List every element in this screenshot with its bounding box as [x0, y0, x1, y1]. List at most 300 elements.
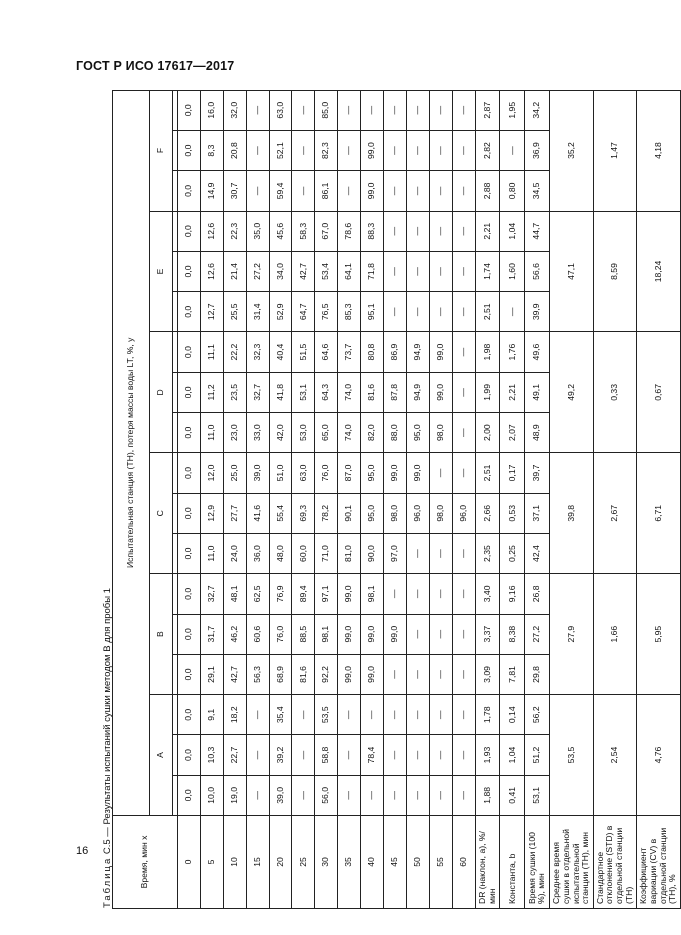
table-cell: 81,6 [361, 372, 384, 412]
table-cell: 1,99 [475, 372, 500, 412]
row-label: 20 [269, 816, 292, 909]
table-cell: 2,51 [475, 292, 500, 332]
table-cell: 53,5 [315, 695, 338, 735]
table-cell: 99,0 [338, 654, 361, 694]
table-cell: 0,0 [178, 130, 201, 170]
table-cell: 89,4 [292, 574, 315, 614]
table-cell: — [246, 735, 269, 775]
table-cell: — [452, 130, 475, 170]
table-cell: 99,0 [406, 453, 429, 493]
table-cell: 18,2 [223, 695, 246, 735]
table-cell: 27,2 [246, 251, 269, 291]
table-cell: 42,0 [269, 413, 292, 453]
table-cell: — [406, 171, 429, 211]
table-cell: — [429, 90, 452, 130]
table-cell: — [406, 130, 429, 170]
table-cell: 1,76 [500, 332, 525, 372]
table-cell: 0,0 [178, 292, 201, 332]
table-cell: 81,0 [338, 533, 361, 573]
table-cell: 80,8 [361, 332, 384, 372]
table-cell: 56,6 [525, 251, 550, 291]
table-cell: 1,60 [500, 251, 525, 291]
table-cell: 53,0 [292, 413, 315, 453]
table-cell: 98,1 [315, 614, 338, 654]
summary-cell: 0,67 [637, 332, 681, 453]
table-cell: 56,0 [315, 775, 338, 815]
row-label: 25 [292, 816, 315, 909]
table-cell: — [246, 130, 269, 170]
table-cell: — [429, 251, 452, 291]
table-cell: — [292, 775, 315, 815]
table-cell: — [452, 171, 475, 211]
station-header-d: D [150, 332, 173, 453]
table-cell: — [406, 574, 429, 614]
table-cell: 44,7 [525, 211, 550, 251]
table-cell: 42,4 [525, 533, 550, 573]
table-cell: — [406, 735, 429, 775]
table-cell: — [384, 251, 407, 291]
table-cell: 0,41 [500, 775, 525, 815]
table-cell: — [429, 130, 452, 170]
table-cell: 99,0 [361, 171, 384, 211]
table-cell: 9,1 [200, 695, 223, 735]
row-label: DR (наклон, a), %/мин [475, 816, 500, 909]
table-row [246, 90, 269, 908]
table-cell: 97,1 [315, 574, 338, 614]
table-cell: 49,6 [525, 332, 550, 372]
table-cell: 1,88 [475, 775, 500, 815]
table-cell: 71,8 [361, 251, 384, 291]
table-cell: 0,0 [178, 332, 201, 372]
row-label: 55 [429, 816, 452, 909]
table-cell: 99,0 [361, 654, 384, 694]
table-cell: 86,9 [384, 332, 407, 372]
table-cell: 68,9 [269, 654, 292, 694]
table-cell: 51,2 [525, 735, 550, 775]
table-cell: 0,0 [178, 251, 201, 291]
table-cell: 37,1 [525, 493, 550, 533]
table-cell: 60,0 [292, 533, 315, 573]
table-cell: 31,7 [200, 614, 223, 654]
table-cell: 31,4 [246, 292, 269, 332]
summary-cell: 27,9 [550, 574, 594, 695]
table-cell: — [452, 574, 475, 614]
table-row [315, 90, 338, 908]
table-cell: 0,80 [500, 171, 525, 211]
table-cell: — [429, 775, 452, 815]
table-cell: 0,0 [178, 171, 201, 211]
table-cell: 58,8 [315, 735, 338, 775]
table-cell: 67,0 [315, 211, 338, 251]
table-row [475, 90, 500, 908]
table-cell: 88,5 [292, 614, 315, 654]
table-cell: 56,3 [246, 654, 269, 694]
table-cell: — [452, 332, 475, 372]
corner-header: Время, мин х [113, 816, 178, 909]
table-cell: 25,0 [223, 453, 246, 493]
table-cell: 11,0 [200, 533, 223, 573]
table-cell: 32,0 [223, 90, 246, 130]
table-row [500, 90, 525, 908]
row-label: 50 [406, 816, 429, 909]
station-header-e: E [150, 211, 173, 332]
table-cell: 2,21 [500, 372, 525, 412]
table-cell: 95,1 [361, 292, 384, 332]
table-cell: — [429, 453, 452, 493]
table-row [223, 90, 246, 908]
table-cell: — [338, 735, 361, 775]
row-label: 15 [246, 816, 269, 909]
table-cell: 30,7 [223, 171, 246, 211]
table-cell: 65,0 [315, 413, 338, 453]
table-cell: 0,14 [500, 695, 525, 735]
table-cell: 33,0 [246, 413, 269, 453]
table-cell: — [429, 654, 452, 694]
table-cell: 63,0 [292, 453, 315, 493]
table-cell: 2,87 [475, 90, 500, 130]
table-cell: 98,0 [429, 413, 452, 453]
table-cell: 98,0 [429, 493, 452, 533]
table-cell: — [429, 614, 452, 654]
table-cell: 11,0 [200, 413, 223, 453]
table-cell: — [246, 171, 269, 211]
table-cell: — [338, 695, 361, 735]
table-row [525, 90, 550, 908]
table-cell: 12,6 [200, 211, 223, 251]
table-cell: — [246, 775, 269, 815]
table-cell: 90,0 [361, 533, 384, 573]
table-cell: — [500, 130, 525, 170]
row-label: 45 [384, 816, 407, 909]
table-cell: 2,88 [475, 171, 500, 211]
summary-cell: 18,24 [637, 211, 681, 332]
table-cell: 0,0 [178, 775, 201, 815]
table-cell: 71,0 [315, 533, 338, 573]
table-cell: — [452, 372, 475, 412]
table-cell: 35,0 [246, 211, 269, 251]
table-cell: — [292, 695, 315, 735]
table-cell: — [384, 90, 407, 130]
table-cell: — [406, 695, 429, 735]
table-cell: 2,07 [500, 413, 525, 453]
table-cell: 63,0 [269, 90, 292, 130]
table-cell: 11,2 [200, 372, 223, 412]
summary-cell: 53,5 [550, 695, 594, 816]
table-row [269, 90, 292, 908]
row-label: 5 [200, 816, 223, 909]
table-cell: 0,0 [178, 90, 201, 130]
table-cell: 51,5 [292, 332, 315, 372]
table-cell: 95,0 [361, 493, 384, 533]
table-cell: 86,1 [315, 171, 338, 211]
table-cell: 74,0 [338, 413, 361, 453]
table-cell: 98,1 [361, 574, 384, 614]
table-cell: 48,9 [525, 413, 550, 453]
table-cell: 0,25 [500, 533, 525, 573]
table-cell: 2,00 [475, 413, 500, 453]
table-cell: 76,9 [269, 574, 292, 614]
table-body [178, 90, 681, 908]
table-cell: 45,6 [269, 211, 292, 251]
table-cell: — [406, 211, 429, 251]
table-cell: 88,0 [384, 413, 407, 453]
table-cell: 39,9 [525, 292, 550, 332]
table-cell: — [384, 574, 407, 614]
table-cell: — [338, 90, 361, 130]
table-row [292, 90, 315, 908]
table-cell: 53,1 [525, 775, 550, 815]
table-cell: 12,7 [200, 292, 223, 332]
table-cell: 48,1 [223, 574, 246, 614]
table-cell: 51,0 [269, 453, 292, 493]
table-cell: 27,2 [525, 614, 550, 654]
table-cell: 0,53 [500, 493, 525, 533]
table-cell: 22,7 [223, 735, 246, 775]
table-cell: — [292, 735, 315, 775]
table-cell: 99,0 [384, 614, 407, 654]
table-cell: 78,4 [361, 735, 384, 775]
table-cell: 1,98 [475, 332, 500, 372]
table-cell: — [429, 735, 452, 775]
table-row [406, 90, 429, 908]
table-cell: 2,82 [475, 130, 500, 170]
table-cell: — [384, 292, 407, 332]
table-cell: 0,0 [178, 695, 201, 735]
table-cell: 24,0 [223, 533, 246, 573]
table-cell: 22,2 [223, 332, 246, 372]
table-cell: — [452, 292, 475, 332]
table-cell: 97,0 [384, 533, 407, 573]
table-cell: 52,1 [269, 130, 292, 170]
summary-cell: 5,95 [637, 574, 681, 695]
table-cell: 0,0 [178, 654, 201, 694]
table-cell: 96,0 [452, 493, 475, 533]
table-cell: 39,7 [525, 453, 550, 493]
summary-row [637, 90, 681, 908]
table-cell: 34,2 [525, 90, 550, 130]
table-cell: 99,0 [361, 130, 384, 170]
table-cell: 19,0 [223, 775, 246, 815]
table-cell: 9,16 [500, 574, 525, 614]
table-cell: 0,0 [178, 735, 201, 775]
table-cell: 99,0 [429, 372, 452, 412]
table-cell: — [429, 533, 452, 573]
table-cell: 23,5 [223, 372, 246, 412]
table-cell: — [406, 533, 429, 573]
table-cell: 1,74 [475, 251, 500, 291]
table-cell: — [406, 654, 429, 694]
table-cell: 52,9 [269, 292, 292, 332]
table-cell: 40,4 [269, 332, 292, 372]
table-cell: 32,7 [200, 574, 223, 614]
table-cell: — [384, 130, 407, 170]
table-cell: 10,3 [200, 735, 223, 775]
summary-cell: 2,54 [593, 695, 637, 816]
table-cell: — [406, 251, 429, 291]
table-cell: — [429, 211, 452, 251]
table-cell: 12,0 [200, 453, 223, 493]
station-header-c: C [150, 453, 173, 574]
table-cell: — [384, 654, 407, 694]
table-cell: 0,17 [500, 453, 525, 493]
table-cell: 76,0 [315, 453, 338, 493]
summary-row [550, 90, 594, 908]
row-label: 60 [452, 816, 475, 909]
table-cell: 3,40 [475, 574, 500, 614]
table-cell: 32,3 [246, 332, 269, 372]
table-cell: 46,2 [223, 614, 246, 654]
table-cell: 0,0 [178, 413, 201, 453]
table-cell: — [406, 90, 429, 130]
table-cell: 12,6 [200, 251, 223, 291]
table-cell: 14,9 [200, 171, 223, 211]
table-cell: 95,0 [406, 413, 429, 453]
table-cell: — [452, 453, 475, 493]
table-cell: — [406, 614, 429, 654]
table-cell: 1,78 [475, 695, 500, 735]
table-cell: 53,4 [315, 251, 338, 291]
table-cell: 42,7 [292, 251, 315, 291]
table-cell: — [429, 292, 452, 332]
table-cell: — [292, 90, 315, 130]
table-cell: 22,3 [223, 211, 246, 251]
table-cell: 11,1 [200, 332, 223, 372]
table-cell: 64,3 [315, 372, 338, 412]
table-cell: — [384, 695, 407, 735]
row-label: 30 [315, 816, 338, 909]
table-cell: — [384, 735, 407, 775]
summary-cell: 35,2 [550, 90, 594, 211]
table-cell: — [246, 695, 269, 735]
table-cell: 56,2 [525, 695, 550, 735]
table-cell: — [406, 775, 429, 815]
table-cell: 32,7 [246, 372, 269, 412]
document-header: ГОСТ Р ИСО 17617—2017 [76, 59, 235, 73]
table-cell: — [246, 90, 269, 130]
table-cell: 99,0 [338, 574, 361, 614]
table-cell: 1,04 [500, 211, 525, 251]
table-cell: 88,3 [361, 211, 384, 251]
summary-cell: 6,71 [637, 453, 681, 574]
table-cell: 85,0 [315, 90, 338, 130]
table-cell: — [292, 171, 315, 211]
table-cell: — [452, 413, 475, 453]
table-cell: 20,8 [223, 130, 246, 170]
row-label: Константа, b [500, 816, 525, 909]
table-cell: 0,0 [178, 453, 201, 493]
table-cell: 82,3 [315, 130, 338, 170]
table-cell: 92,2 [315, 654, 338, 694]
table-cell: 2,35 [475, 533, 500, 573]
table-cell: 34,5 [525, 171, 550, 211]
rotated-table-container [112, 90, 678, 909]
caption-text: С.5 — Результаты испытаний сушки методом В для пробы 1 [102, 588, 113, 857]
table-cell: — [452, 614, 475, 654]
table-cell: — [452, 654, 475, 694]
station-header-a: A [150, 695, 173, 816]
table-cell: — [384, 171, 407, 211]
table-cell: 82,0 [361, 413, 384, 453]
table-cell: 78,2 [315, 493, 338, 533]
table-cell: 99,0 [429, 332, 452, 372]
station-header-f: F [150, 90, 173, 211]
table-cell: — [452, 90, 475, 130]
table-cell: 8,3 [200, 130, 223, 170]
drying-results-table [112, 90, 681, 909]
table-cell: — [452, 211, 475, 251]
table-row [452, 90, 475, 908]
table-cell: — [338, 130, 361, 170]
table-cell: 90,1 [338, 493, 361, 533]
caption-word: Таблица [102, 856, 113, 908]
table-cell: — [361, 90, 384, 130]
table-cell: 48,0 [269, 533, 292, 573]
summary-cell: 1,47 [593, 90, 637, 211]
table-cell: 3,09 [475, 654, 500, 694]
table-cell: 94,9 [406, 332, 429, 372]
summary-label: Стандартное отклонение (STD) в отдельной станции (ТН) [593, 816, 637, 909]
table-cell: 99,0 [384, 453, 407, 493]
table-cell: — [406, 292, 429, 332]
table-cell: 29,1 [200, 654, 223, 694]
table-cell: 8,38 [500, 614, 525, 654]
summary-row [593, 90, 637, 908]
summary-cell: 49,2 [550, 332, 594, 453]
table-cell: 0,0 [178, 372, 201, 412]
table-cell: — [429, 171, 452, 211]
table-cell: 85,3 [338, 292, 361, 332]
table-cell: 0,0 [178, 574, 201, 614]
table-cell: 62,5 [246, 574, 269, 614]
table-cell: 73,7 [338, 332, 361, 372]
summary-label: Коэффициент вариации (CV) в отдельной станции (ТН), % [637, 816, 681, 909]
table-cell: — [429, 695, 452, 735]
table-cell: 76,5 [315, 292, 338, 332]
table-cell: — [452, 533, 475, 573]
summary-cell: 1,66 [593, 574, 637, 695]
summary-cell: 0,33 [593, 332, 637, 453]
table-cell: 41,6 [246, 493, 269, 533]
table-cell: 95,0 [361, 453, 384, 493]
table-cell: — [452, 735, 475, 775]
table-cell: 58,3 [292, 211, 315, 251]
table-cell: 34,0 [269, 251, 292, 291]
summary-cell: 39,8 [550, 453, 594, 574]
table-cell: 0,0 [178, 614, 201, 654]
table-cell: 64,1 [338, 251, 361, 291]
table-cell: 99,0 [361, 614, 384, 654]
summary-cell: 47,1 [550, 211, 594, 332]
table-cell: 60,6 [246, 614, 269, 654]
table-cell: — [361, 695, 384, 735]
table-cell: 74,0 [338, 372, 361, 412]
table-cell: 26,8 [525, 574, 550, 614]
table-cell: 2,51 [475, 453, 500, 493]
table-cell: — [384, 775, 407, 815]
table-cell: — [452, 695, 475, 735]
summary-cell: 4,76 [637, 695, 681, 816]
row-label: Время сушки (100 %), мин [525, 816, 550, 909]
table-cell: 2,66 [475, 493, 500, 533]
table-cell: 27,7 [223, 493, 246, 533]
table-cell: 59,4 [269, 171, 292, 211]
table-cell: 49,1 [525, 372, 550, 412]
station-header-b: B [150, 574, 173, 695]
table-cell: — [338, 171, 361, 211]
table-row [429, 90, 452, 908]
table-cell: 35,4 [269, 695, 292, 735]
table-cell: 0,0 [178, 533, 201, 573]
